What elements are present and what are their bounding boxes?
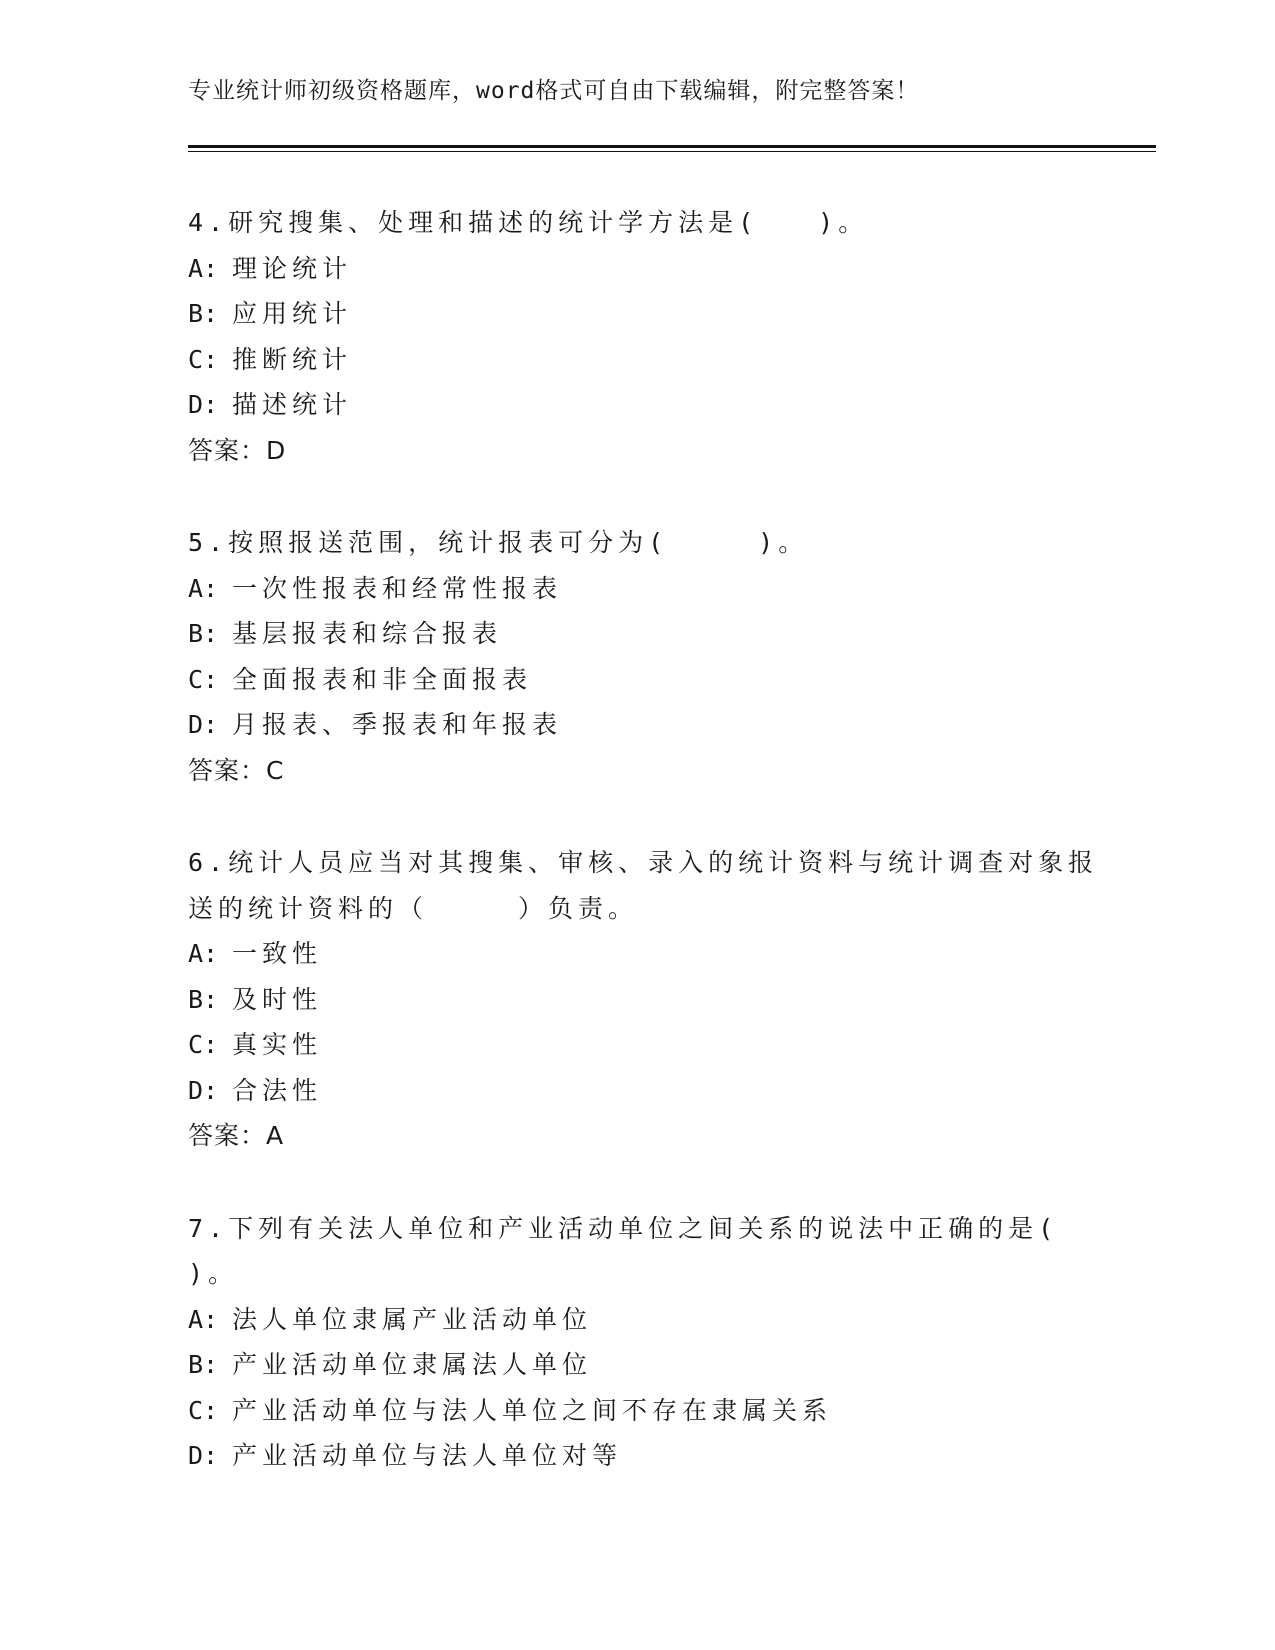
question-6 xyxy=(188,840,1099,1159)
option-label: D: xyxy=(188,390,219,419)
option-label: A: xyxy=(188,573,219,603)
option-a xyxy=(188,566,1088,612)
option-label: C: xyxy=(188,344,219,374)
option-text: 理论统计 xyxy=(232,253,353,283)
question-stem-continued: )。 xyxy=(188,1259,239,1288)
option-b xyxy=(188,977,1088,1023)
option-text: 应用统计 xyxy=(232,299,353,328)
option-text: 基层报表和综合报表 xyxy=(232,619,503,648)
option-text: 全面报表和非全面报表 xyxy=(232,664,533,694)
page-header: 专业统计师初级资格题库，word格式可自由下载编辑，附完整答案！ xyxy=(188,78,920,104)
question-list xyxy=(188,200,1099,1526)
option-label: D: xyxy=(188,1075,219,1105)
question-stem: 7.下列有关法人单位和产业活动单位之间关系的说法中正确的是( xyxy=(188,1213,1059,1243)
option-c xyxy=(188,1388,1088,1434)
option-text: 月报表、季报表和年报表 xyxy=(232,710,563,739)
option-label: A: xyxy=(188,939,219,968)
option-b xyxy=(188,291,1088,337)
option-label: C: xyxy=(188,1030,219,1059)
option-c xyxy=(188,657,1088,703)
option-d xyxy=(188,1068,1088,1114)
question-stem: 5.按照报送范围，统计报表可分为( )。 xyxy=(188,528,809,557)
question-stem: 4.研究搜集、处理和描述的统计学方法是( )。 xyxy=(188,208,869,237)
question-stem: 6.统计人员应当对其搜集、审核、录入的统计资料与统计调查对象报 xyxy=(188,848,1099,877)
option-d xyxy=(188,702,1088,748)
option-label: B: xyxy=(188,299,219,328)
option-text: 产业活动单位与法人单位之间不存在隶属关系 xyxy=(232,1395,833,1425)
option-label: C: xyxy=(188,1395,219,1425)
question-5 xyxy=(188,520,1088,793)
option-text: 一致性 xyxy=(232,939,323,968)
option-label: C: xyxy=(188,664,219,694)
option-label: A: xyxy=(188,1304,219,1334)
answer-line: 答案：A xyxy=(188,1121,285,1150)
option-label: D: xyxy=(188,1441,219,1470)
option-label: B: xyxy=(188,1350,219,1379)
option-label: B: xyxy=(188,619,219,648)
option-label: A: xyxy=(188,253,219,283)
option-label: D: xyxy=(188,710,219,739)
question-4 xyxy=(188,200,1088,473)
answer-line: 答案：C xyxy=(188,755,285,785)
option-d xyxy=(188,1433,1088,1479)
option-b xyxy=(188,1342,1088,1388)
option-text: 一次性报表和经常性报表 xyxy=(232,573,563,603)
option-text: 真实性 xyxy=(232,1030,323,1059)
option-a xyxy=(188,931,1088,977)
option-text: 及时性 xyxy=(232,984,323,1014)
header-rule-thin xyxy=(188,151,1156,152)
option-a xyxy=(188,246,1088,292)
option-c xyxy=(188,1022,1088,1068)
option-c xyxy=(188,337,1088,383)
option-a xyxy=(188,1297,1088,1343)
option-text: 合法性 xyxy=(232,1075,323,1105)
answer-line: 答案：D xyxy=(188,435,287,465)
option-label: B: xyxy=(188,984,219,1014)
question-stem-continued: 送的统计资料的（ ）负责。 xyxy=(188,893,639,923)
option-b xyxy=(188,611,1088,657)
header-rule-thick xyxy=(188,145,1156,148)
option-text: 描述统计 xyxy=(232,390,353,419)
option-text: 产业活动单位与法人单位对等 xyxy=(232,1441,623,1470)
question-7 xyxy=(188,1206,1088,1479)
option-d xyxy=(188,382,1088,428)
option-text: 法人单位隶属产业活动单位 xyxy=(232,1304,593,1334)
option-text: 推断统计 xyxy=(232,344,353,374)
option-text: 产业活动单位隶属法人单位 xyxy=(232,1350,593,1379)
